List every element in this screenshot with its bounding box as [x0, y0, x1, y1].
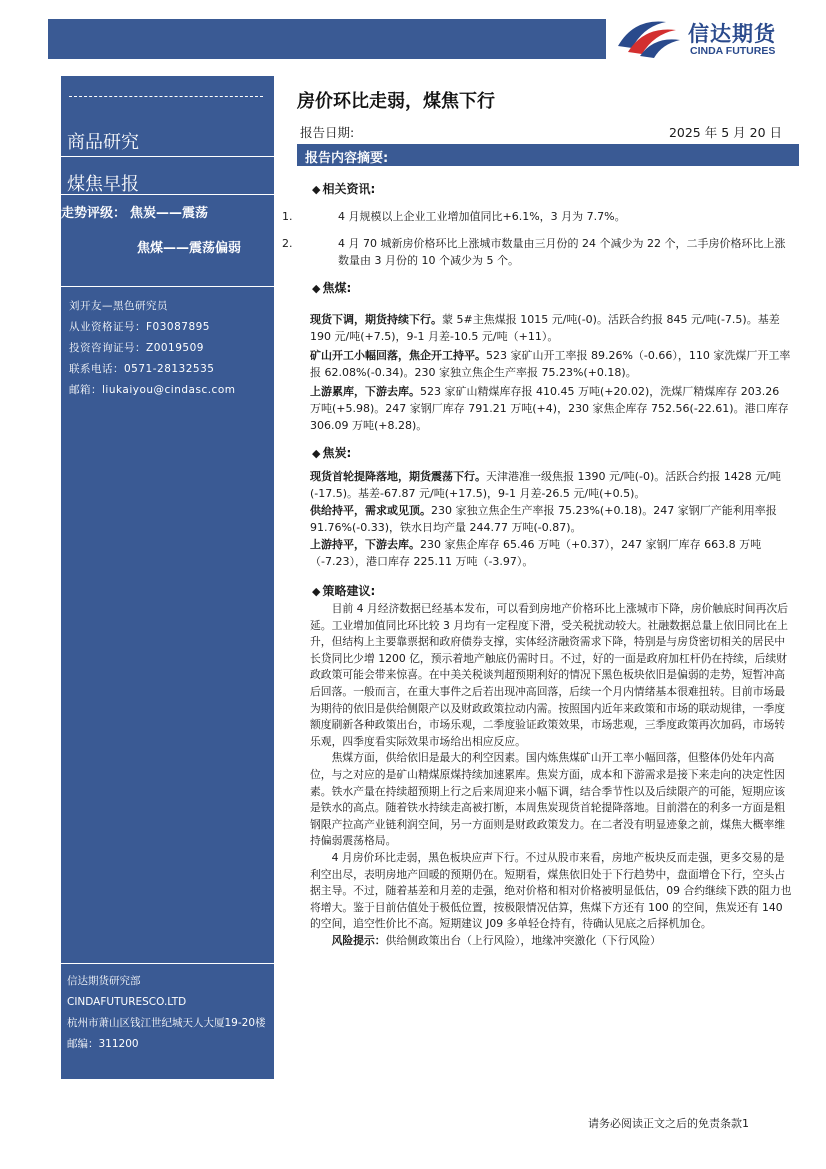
paragraph: 4 月房价环比走弱，黑色板块应声下行。不过从股市来看，房地产板块反而走强，更多交易的是利空出尽，表明房地产回暖的预期仍在。短期看，煤焦依旧处于下行趋势中，盘面增仓下行，空头占据主导。不过，随着基差和月差的走强，绝对价格和相对价格被明显低估，09 合约继续下跌的阻力也将增大。鉴于目前估值处于极低位置，按极限情况估算，焦煤下方还有 100 的空间，焦炭还有 140 的空间，追空性价比不高。短期建议 J09 多单轻仓持有，待确认见底之后择机加仓。: [310, 850, 792, 931]
paragraph: 上游持平，下游去库。230 家焦企库存 65.46 万吨（+0.37），247 家钢厂库存 663.8 万吨（-7.23），港口库存 225.11 万吨（-3.97）。: [310, 538, 762, 568]
analyst-license: 从业资格证号：F03087895: [69, 321, 210, 333]
sidebar: [61, 76, 274, 1079]
news-heading: ◆ 相关资讯:: [312, 182, 376, 196]
risk-warning: 风险提示：供给侧政策出台（上行风险），地缘冲突激化（下行风险）: [331, 933, 661, 947]
sidebar-divider: [61, 156, 274, 157]
analyst-phone: 联系电话：0571-28132535: [69, 363, 215, 375]
sidebar-section-title: 商品研究: [67, 132, 139, 153]
diamond-icon: ◆: [312, 282, 321, 295]
list-item: 1. 4 月规模以上企业工业增加值同比+6.1%，3 月为 7.7%。: [282, 210, 626, 223]
strategy-heading: ◆ 策略建议:: [312, 584, 376, 598]
diamond-icon: ◆: [312, 183, 321, 196]
analyst-name: 刘开友—黑色研究员: [69, 300, 168, 312]
paragraph: 上游累库，下游去库。523 家矿山精煤库存报 410.45 万吨(+20.02)，洗煤厂精煤库存 203.26 万吨(+5.98)。247 家钢厂库存 791.21 万吨(+4)，230 家焦企库存 752.56(-22.61)。港口库存 306.09 万吨(+8.28)。: [310, 385, 789, 432]
diamond-icon: ◆: [312, 585, 321, 598]
company-en: CINDAFUTURESCO.LTD: [67, 996, 187, 1008]
rating-label: 走势评级：: [61, 206, 127, 221]
coke-body: [310, 468, 792, 570]
list-item: 2. 4 月 70 城新房价格环比上涨城市数量由三月份的 24 个减少为 22 个，二手房价格环比上涨数量由 3 月份的 10 个减少为 5 个。: [282, 237, 786, 267]
report-title: 房价环比走弱，煤焦下行: [297, 91, 495, 112]
brand-name-cn: 信达期货: [688, 22, 776, 46]
news-list: [282, 208, 792, 269]
paragraph: 现货首轮提降落地，期货震荡下行。天津港准一级焦报 1390 元/吨(-0)。活跃合约报 1428 元/吨(-17.5)。基差-67.87 元/吨(+17.5)，9-1 月差-26.5 元/吨(+0.5)。: [310, 470, 781, 500]
brand-logo: [614, 16, 804, 60]
cinda-logo-icon: [614, 16, 684, 60]
analyst-email: 邮箱：liukaiyou@cindasc.com: [69, 384, 236, 396]
paragraph: 供给持平，需求或见顶。230 家独立焦企生产率报 75.23%(+0.18)。247 家钢厂产能利用率报 91.76%(-0.33)，铁水日均产量 244.77 万吨(-0.87)。: [310, 504, 777, 534]
company-postcode: 邮编：311200: [67, 1038, 139, 1050]
report-date-label: 报告日期:: [300, 125, 355, 140]
disclaimer-note: 请务必阅读正文之后的免责条款1: [588, 1117, 749, 1130]
sidebar-divider: [61, 286, 274, 287]
paragraph: 现货下调，期货持续下行。蒙 5#主焦煤报 1015 元/吨(-0)。活跃合约报 845 元/吨(-7.5)。基差 190 元/吨(+7.5)，9-1 月差-10.5 元/吨（+11）。: [310, 313, 780, 343]
coking-coal-heading: ◆ 焦煤:: [312, 281, 352, 295]
sidebar-report-type: 煤焦早报: [67, 174, 139, 195]
report-date: 2025 年 5 月 20 日: [668, 125, 782, 140]
paragraph: 目前 4 月经济数据已经基本发布，可以看到房地产价格环比上涨城市下降，房价触底时间再次后延。工业增加值同比环比较 3 月均有一定程度下滑，受关税扰动较大。社融数据总量上依旧同比在上升，但结构上主要靠票据和政府债券支撑，实体经济融资需求下降，特别是与房贷密切相关的居民中长贷同比少增 1200 亿，预示着地产触底仍需时日。不过，好的一面是政府加杠杆仍在持续，后续财政政策可能会带来惊喜。在中美关税谈判超预期利好的情况下黑色板块依旧是偏弱的走势，短暂冲高后回落。一般而言，在重大事件之后若出现冲高回落，后续一个月内情绪基本很难扭转。目前市场最为期待的依旧是供给侧限产以及财政政策拉动内需。按照国内近年来政策和市场的联动规律，一季度额度刷新各种政策出台，市场乐观，二季度验证政策效果，市场悲观，三季度政策再次加码，市场转乐观，四季度看实际效果市场给出相应反应。: [310, 602, 788, 748]
brand-name-en: CINDA FUTURES: [690, 45, 776, 57]
analyst-contact: [69, 296, 235, 401]
sidebar-dash-divider: [69, 96, 263, 97]
coke-heading: ◆ 焦炭:: [312, 446, 352, 460]
rating-row: [61, 202, 208, 221]
report-date-row: [300, 123, 782, 141]
coking-coal-body: [310, 311, 792, 434]
sidebar-divider: [61, 963, 274, 964]
company-info: [67, 971, 266, 1055]
diamond-icon: ◆: [312, 447, 321, 460]
company-address: 杭州市萧山区钱江世纪城天人大厦19-20楼: [67, 1017, 266, 1029]
header-band: [48, 19, 606, 59]
company-dept: 信达期货研究部: [67, 975, 141, 987]
paragraph: 矿山开工小幅回落，焦企开工持平。523 家矿山开工率报 89.26%（-0.66），110 家洗煤厂开工率报 62.08%(-0.34)。230 家独立焦企生产率报 75.23%(+0.18)。: [310, 349, 791, 379]
strategy-body: [310, 601, 792, 949]
analyst-consult-license: 投资咨询证号：Z0019509: [69, 342, 204, 354]
rating-coking-coal: 焦煤——震荡偏弱: [137, 241, 242, 256]
summary-header: 报告内容摘要:: [297, 144, 799, 166]
rating-coke: 焦炭——震荡: [130, 206, 209, 221]
paragraph: 焦煤方面，供给依旧是最大的利空因素。国内炼焦煤矿山开工率小幅回落，但整体仍处年内高位，与之对应的是矿山精煤原煤持续加速累库。焦炭方面，成本和下游需求是接下来走向的决定性因素。铁水产量在持续超预期上行之后来周迎来小幅下调，结合季节性以及后续限产的可能，短期应该是铁水的高点。随着铁水持续走高被打断，本周焦炭现货首轮提降落地。目前潜在的利多一方面是粗钢限产拉高产业链利润空间，另一方面则是财政政策发力。在二者没有明显迹象之前，煤焦大概率维持偏弱震荡格局。: [310, 751, 786, 848]
